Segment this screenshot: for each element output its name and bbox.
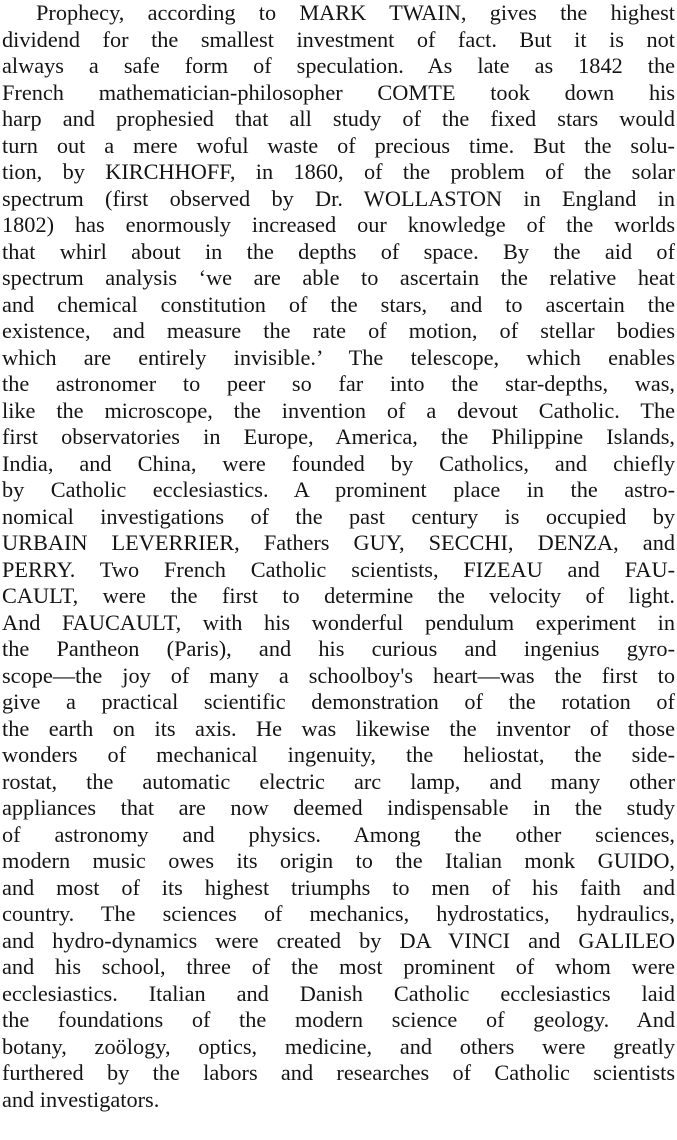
article-line: wonders of mechanical ingenuity, the heliostat, the side- — [2, 742, 675, 767]
article-line: PERRY. Two French Catholic scientists, FIZEAU and FAU- — [2, 556, 675, 582]
article-line: spectrum (first observed by Dr. WOLLASTON in England in — [2, 185, 675, 211]
article-line: and hydro-dynamics were created by DA VINCI and GALILEO — [2, 927, 675, 953]
article-line: botany, zoölogy, optics, medicine, and others were greatly — [2, 1033, 675, 1059]
article-line: 1802) has enormously increased our knowledge of the worlds — [2, 212, 675, 237]
article-line: spectrum analysis ‘we are able to ascertain the relative heat — [2, 265, 675, 290]
article-line: like the microscope, the invention of a devout Catholic. The — [2, 397, 675, 423]
article-line: nomical investigations of the past century is occupied by — [2, 503, 675, 529]
article-line: furthered by the labors and researches of Catholic scientists — [2, 1060, 675, 1085]
article-line: tion, by KIRCHHOFF, in 1860, of the problem of the solar — [2, 159, 675, 184]
article-line: harp and prophesied that all study of the fixed stars would — [2, 106, 675, 131]
article-line: Prophecy, according to MARK TWAIN, gives the highest — [36, 0, 675, 25]
article-line: of astronomy and physics. Among the other sciences, — [2, 821, 675, 847]
article-line: appliances that are now deemed indispensable in the study — [2, 795, 675, 820]
article-line: existence, and measure the rate of motion, of stellar bodies — [2, 318, 675, 343]
article-line: URBAIN LEVERRIER, Fathers GUY, SECCHI, DENZA, and — [2, 530, 675, 555]
article-line: the Pantheon (Paris), and his curious and ingenius gyro- — [2, 636, 675, 661]
article-line: which are entirely invisible.’ The telescope, which enables — [2, 344, 675, 370]
article-line: always a safe form of speculation. As late as 1842 the — [2, 53, 675, 78]
article-column — [2, 0, 675, 1113]
article-line: and investigators. — [2, 1086, 160, 1112]
article-line: And FAUCAULT, with his wonderful pendulum experiment in — [2, 609, 675, 635]
article-line: country. The sciences of mechanics, hydrostatics, hydraulics, — [2, 901, 675, 926]
article-line: the foundations of the modern science of geology. And — [2, 1007, 675, 1032]
article-line: turn out a mere woful waste of precious time. But the solu- — [2, 132, 675, 158]
article-line: ecclesiastics. Italian and Danish Catholic ecclesiastics laid — [2, 980, 675, 1006]
article-line: modern music owes its origin to the Italian monk GUIDO, — [2, 848, 675, 873]
article-line: the earth on its axis. He was likewise the inventor of those — [2, 715, 675, 741]
article-line: give a practical scientific demonstration of the rotation of — [2, 689, 675, 714]
article-line: the astronomer to peer so far into the star-depths, was, — [2, 371, 675, 396]
article-line: scope—the joy of many a schoolboy's heart—was the first to — [2, 662, 675, 688]
article-line: CAULT, were the first to determine the velocity of light. — [2, 583, 675, 608]
article-line: and chemical constitution of the stars, and to ascertain the — [2, 291, 675, 317]
article-line: by Catholic ecclesiastics. A prominent place in the astro- — [2, 477, 675, 502]
article-line: that whirl about in the depths of space. By the aid of — [2, 238, 675, 264]
article-line: India, and China, were founded by Catholics, and chiefly — [2, 450, 675, 476]
article-line: rostat, the automatic electric arc lamp, and many other — [2, 768, 675, 794]
article-line: first observatories in Europe, America, the Philippine Islands, — [2, 424, 675, 449]
article-line: and most of its highest triumphs to men of his faith and — [2, 874, 675, 900]
article-line: French mathematician-philosopher COMTE took down his — [2, 79, 675, 105]
article-line: dividend for the smallest investment of fact. But it is not — [2, 26, 675, 52]
article-line: and his school, three of the most prominent of whom were — [2, 954, 675, 979]
